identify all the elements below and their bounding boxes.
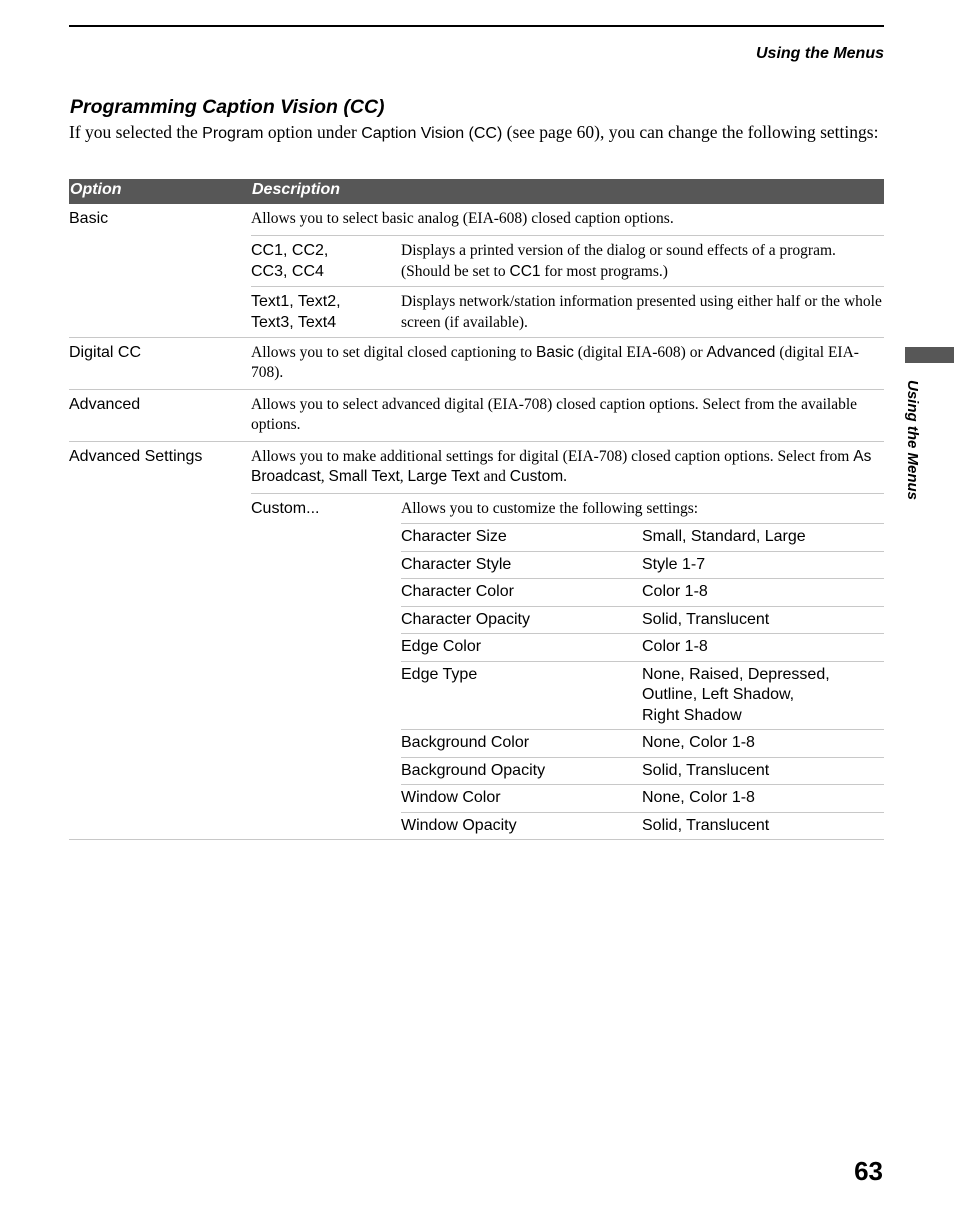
setting-value: Color 1-8 (642, 638, 708, 655)
table-row (69, 390, 884, 442)
intro-text: If you selected the (69, 122, 203, 142)
setting-name: Character Color (401, 583, 514, 600)
option-advanced: Advanced (69, 396, 141, 413)
intro-text: option under (263, 122, 362, 142)
cc-line: CC3, CC4 (251, 263, 324, 280)
suboption-custom: Custom... (251, 500, 320, 517)
cc-line: CC1, CC2, (251, 242, 329, 259)
setting-name: Background Color (401, 734, 530, 751)
setting-name: Window Opacity (401, 816, 517, 834)
sub-row (251, 286, 884, 337)
page-number: 63 (854, 1156, 883, 1186)
custom-term: Custom (509, 468, 564, 485)
setting-name: Edge Color (401, 638, 482, 655)
value-line: Right Shadow (642, 706, 742, 724)
suboption-cc (251, 236, 401, 286)
setting-value (642, 665, 884, 727)
side-tab-marker (905, 347, 954, 363)
running-header: Using the Menus (755, 45, 884, 62)
setting-name: Character Opacity (401, 610, 530, 628)
intro-text: (see page 60), you can change the following settings: (502, 122, 879, 142)
setting-value: Color 1-8 (642, 583, 708, 600)
setting-value: Solid, Translucent (642, 610, 770, 628)
side-section-label: Using the Menus (904, 380, 921, 501)
setting-row (401, 606, 884, 634)
top-rule (69, 25, 884, 27)
setting-value: Solid, Translucent (642, 816, 770, 834)
basic-term: Basic (536, 344, 574, 361)
option-digital-cc: Digital CC (69, 344, 142, 361)
header-description: Description (252, 181, 341, 198)
setting-name: Character Size (401, 528, 507, 545)
setting-row (401, 757, 884, 785)
setting-value: None, Color 1-8 (642, 789, 755, 806)
setting-value: None, Color 1-8 (642, 734, 755, 751)
setting-value: Small, Standard, Large (642, 528, 806, 545)
sub-row (251, 493, 884, 839)
caption-vision-term: Caption Vision (CC) (361, 125, 503, 142)
advanced-description: Allows you to select advanced digital (EIA-708) closed caption options. Select from the available options. (251, 396, 858, 433)
cc-description: Displays a printed version of the dialog or sound effects of a program. (Should be set to CC1 for most programs.) (401, 242, 836, 280)
advanced-term: Advanced (706, 344, 776, 361)
as-broadcast-term: As Broadcast (251, 448, 872, 485)
setting-row (401, 523, 884, 551)
table-header (69, 179, 884, 204)
setting-name: Window Color (401, 789, 501, 806)
value-line: Outline, Left Shadow, (642, 686, 795, 703)
setting-name: Edge Type (401, 665, 478, 683)
option-basic: Basic (69, 210, 109, 227)
setting-row (401, 784, 884, 812)
text-line: Text3, Text4 (251, 314, 337, 331)
table-row (69, 204, 884, 338)
table-row (69, 338, 884, 390)
setting-row (401, 578, 884, 606)
settings-table (69, 179, 884, 840)
option-advanced-settings: Advanced Settings (69, 448, 203, 465)
setting-name: Background Opacity (401, 761, 546, 779)
intro-paragraph (69, 121, 885, 145)
section-title: Programming Caption Vision (CC) (70, 96, 385, 118)
table-row (69, 442, 884, 840)
custom-description: Allows you to customize the following settings: (401, 500, 699, 517)
value-line: None, Raised, Depressed, (642, 665, 830, 683)
setting-value: Style 1-7 (642, 555, 706, 573)
suboption-text (251, 287, 401, 337)
sub-row (251, 235, 884, 286)
digital-cc-description: Allows you to set digital closed captioning to Basic (digital EIA-608) or Advanced (digital EIA-708). (251, 344, 859, 381)
setting-row (401, 729, 884, 757)
advanced-settings-description: Allows you to make additional settings for digital (EIA-708) closed caption options. Select from As Broadcast, Small Text, Large Text and Custom. (251, 448, 872, 485)
setting-row (401, 633, 884, 661)
large-text-term: Large Text (407, 468, 480, 485)
basic-description: Allows you to select basic analog (EIA-608) closed caption options. (251, 210, 674, 227)
setting-value: Solid, Translucent (642, 761, 770, 779)
header-option: Option (70, 181, 122, 198)
setting-row (401, 551, 884, 579)
cc1-term: CC1 (509, 263, 541, 280)
small-text-term: Small Text (328, 468, 400, 485)
text-line: Text1, Text2, (251, 293, 341, 310)
program-term: Program (202, 125, 264, 142)
setting-row (401, 812, 884, 840)
setting-name: Character Style (401, 555, 512, 573)
setting-row (401, 661, 884, 730)
text-description: Displays network/station information presented using either half or the whole screen (if available). (401, 293, 882, 331)
